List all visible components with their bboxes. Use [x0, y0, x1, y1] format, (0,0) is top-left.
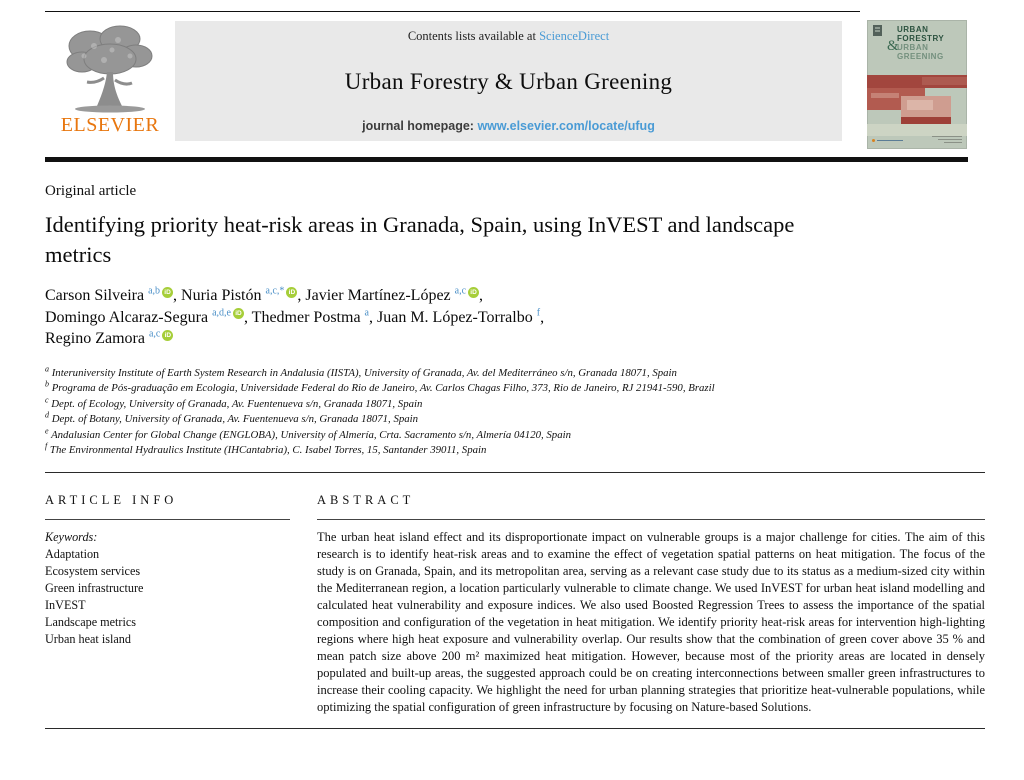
sciencedirect-link[interactable]: ScienceDirect	[539, 29, 610, 43]
orcid-icon[interactable]: iD	[162, 330, 173, 341]
affil-text: The Environmental Hydraulics Institute (IHCantabria), C. Isabel Torres, 15, Santander 39011, Spain	[47, 444, 487, 457]
author-separator: ,	[173, 287, 182, 304]
affiliation-item	[45, 428, 985, 444]
keywords-block	[45, 529, 317, 648]
cover-art-darkred-strip	[901, 117, 951, 124]
top-rule	[45, 11, 860, 12]
bottom-rule	[45, 728, 985, 729]
abstract-column	[317, 473, 985, 716]
affil-text: Andalusian Center for Global Change (ENGLOBA), University of Almería, Crta. Sacramento s/n, Almería 04120, Spain	[48, 428, 571, 441]
cover-title-word1: URBAN	[897, 25, 929, 34]
affiliation-list	[45, 363, 985, 460]
author[interactable]	[377, 309, 540, 326]
abstract-text: The urban heat island effect and its disproportionate impact on vulnerable groups is a major challenge for cities. The aim of this research is to identify heat-risk areas and to examine the effect of vegetation spatial patterns on heat mitigation. The focus of the study is on Granada, Spain, and its metropolitan area, serving as a relevant case study due to its status as a medium-sized city within the Mediterranean region, a location particularly vulnerable to climate change. We used InVEST for urban heat island modelling and calculated heat vulnerability and exposure indices. We also used Boosted Regression Trees to assess the importance of the spatial composition and configuration of the vegetation in heat mitigation. We identify priority heat-risk areas for intervention high-lighting regions where high heat exposure and vulnerability overlap. Our results show that the combination of green cover above 35 % and mean patch size above 200 m² maximized heat mitigation. However, because most of the priority areas are located in densely populated and built-up areas, the suggested approach could be on creating interconnections between smaller green infrastructures to increase their cooling capacity. We highlight the need for urban planning strategies that prioritize heat-vulnerable populations, while optimizing the spatial configuration of green infrastructure by focusing on Nature-based Solutions.	[317, 530, 985, 715]
author-name: Nuria Pistón	[181, 287, 262, 304]
author-name: Juan M. López-Torralbo	[377, 308, 533, 326]
keyword-item: InVEST	[45, 598, 86, 613]
cover-title-word4: GREENING	[897, 52, 944, 61]
orcid-icon[interactable]: iD	[162, 287, 173, 298]
elsevier-wordmark: ELSEVIER	[60, 114, 160, 136]
cover-ampersand: &	[887, 38, 899, 54]
affiliation-item	[45, 397, 985, 413]
journal-homepage-link[interactable]: www.elsevier.com/locate/ufug	[477, 119, 655, 133]
author[interactable]	[45, 309, 244, 326]
author-name: Domingo Alcaraz-Segura	[45, 308, 209, 326]
cover-title-word2: FORESTRY	[897, 34, 945, 43]
masthead-bottom-bar	[45, 157, 968, 162]
cover-art-pink-block	[901, 96, 951, 119]
author-name: Regino Zamora	[45, 330, 145, 347]
author-affil-sup: a,c	[148, 328, 161, 340]
author-name: Javier Martínez-López	[305, 287, 451, 304]
affil-text: Dept. of Botany, University of Granada, Av. Fuentenueva s/n, Granada 18071, Spain	[49, 413, 419, 426]
affil-text: Dept. of Ecology, University of Granada, Av. Fuentenueva s/n, Granada 18071, Spain	[48, 397, 423, 410]
affil-sup: f	[45, 441, 48, 451]
author-affil-sup: a,b	[148, 285, 161, 297]
keyword-item: Adaptation	[45, 547, 100, 562]
affil-text: Interuniversity Institute of Earth System Research in Andalusia (IISTA), University of Granada, Av. del Mediterráneo s/n, Granada 18071, Spain	[49, 366, 677, 379]
abstract-heading: ABSTRACT	[317, 493, 415, 508]
author-name: Carson Silveira	[45, 287, 145, 304]
author-list	[45, 285, 765, 350]
author[interactable]	[305, 287, 479, 304]
author-separator: ,	[540, 308, 545, 326]
homepage-prefix: journal homepage:	[362, 119, 478, 133]
contents-list-line	[408, 29, 609, 44]
affil-text: Programa de Pós-graduação em Ecologia, Universidade Federal do Rio de Janeiro, Av. Carlos Chagas Filho, 373, Rio de Janeiro, RJ 21941-590, Brazil	[49, 382, 715, 395]
orcid-icon[interactable]: iD	[286, 287, 297, 298]
affil-sup: b	[45, 379, 49, 389]
info-abstract-columns	[45, 473, 985, 716]
article-type-label: Original article	[45, 183, 137, 199]
cover-emblem-icon	[873, 25, 882, 36]
masthead-gray-box	[175, 21, 842, 141]
article-info-column	[45, 473, 317, 716]
cover-footer-publisher-mark	[872, 139, 903, 142]
author[interactable]	[181, 287, 297, 304]
orcid-icon[interactable]: iD	[468, 287, 479, 298]
orcid-icon[interactable]: iD	[233, 308, 244, 319]
author[interactable]	[45, 330, 173, 347]
author[interactable]	[45, 287, 173, 304]
affiliation-item	[45, 363, 985, 382]
journal-cover-thumbnail[interactable]	[867, 20, 967, 149]
author-separator: ,	[243, 308, 252, 326]
keyword-item: Landscape metrics	[45, 615, 137, 630]
keyword-item: Urban heat island	[45, 632, 131, 647]
affiliation-item	[45, 443, 985, 459]
journal-title: Urban Forestry & Urban Greening	[344, 68, 673, 94]
abstract-rule	[317, 519, 985, 520]
journal-homepage-line	[362, 119, 655, 133]
author-separator: ,	[369, 308, 377, 326]
affiliation-item	[45, 381, 985, 397]
journal-masthead-row	[45, 20, 985, 150]
affil-sup: a	[45, 363, 49, 373]
author-affil-sup: a,c	[454, 285, 467, 297]
keyword-item: Green infrastructure	[45, 581, 144, 596]
author-affil-sup: a,c,*	[265, 285, 285, 297]
affil-sup: c	[45, 395, 49, 405]
author-name: Thedmer Postma	[251, 308, 361, 326]
affil-sup: d	[45, 410, 49, 420]
cover-art-red-band-light	[922, 77, 967, 85]
elsevier-tree-icon	[60, 22, 160, 114]
journal-article-first-page	[0, 11, 1024, 729]
author-separator: ,	[297, 287, 306, 304]
cover-title-word3: URBAN	[897, 43, 929, 52]
author[interactable]	[252, 309, 369, 326]
affil-sup: e	[45, 426, 49, 436]
affiliation-item	[45, 412, 985, 428]
article-info-heading: ARTICLE INFO	[45, 493, 178, 508]
author-affil-sup: a	[364, 307, 369, 319]
cover-footer-text-lines	[932, 134, 962, 143]
article-title: Identifying priority heat-risk areas in Granada, Spain, using InVEST and landscape metrics	[45, 212, 795, 267]
article-info-rule	[45, 519, 290, 520]
contents-prefix: Contents lists available at	[407, 29, 540, 43]
cover-orange-dot-icon	[872, 139, 875, 142]
elsevier-logo	[45, 20, 175, 137]
author-affil-sup: a,d,e	[212, 307, 231, 319]
keyword-item: Ecosystem services	[45, 564, 141, 579]
keywords-label: Keywords:	[45, 530, 98, 545]
author-affil-sup: f	[536, 307, 541, 319]
cover-title	[897, 25, 944, 61]
author-separator: ,	[479, 287, 484, 304]
